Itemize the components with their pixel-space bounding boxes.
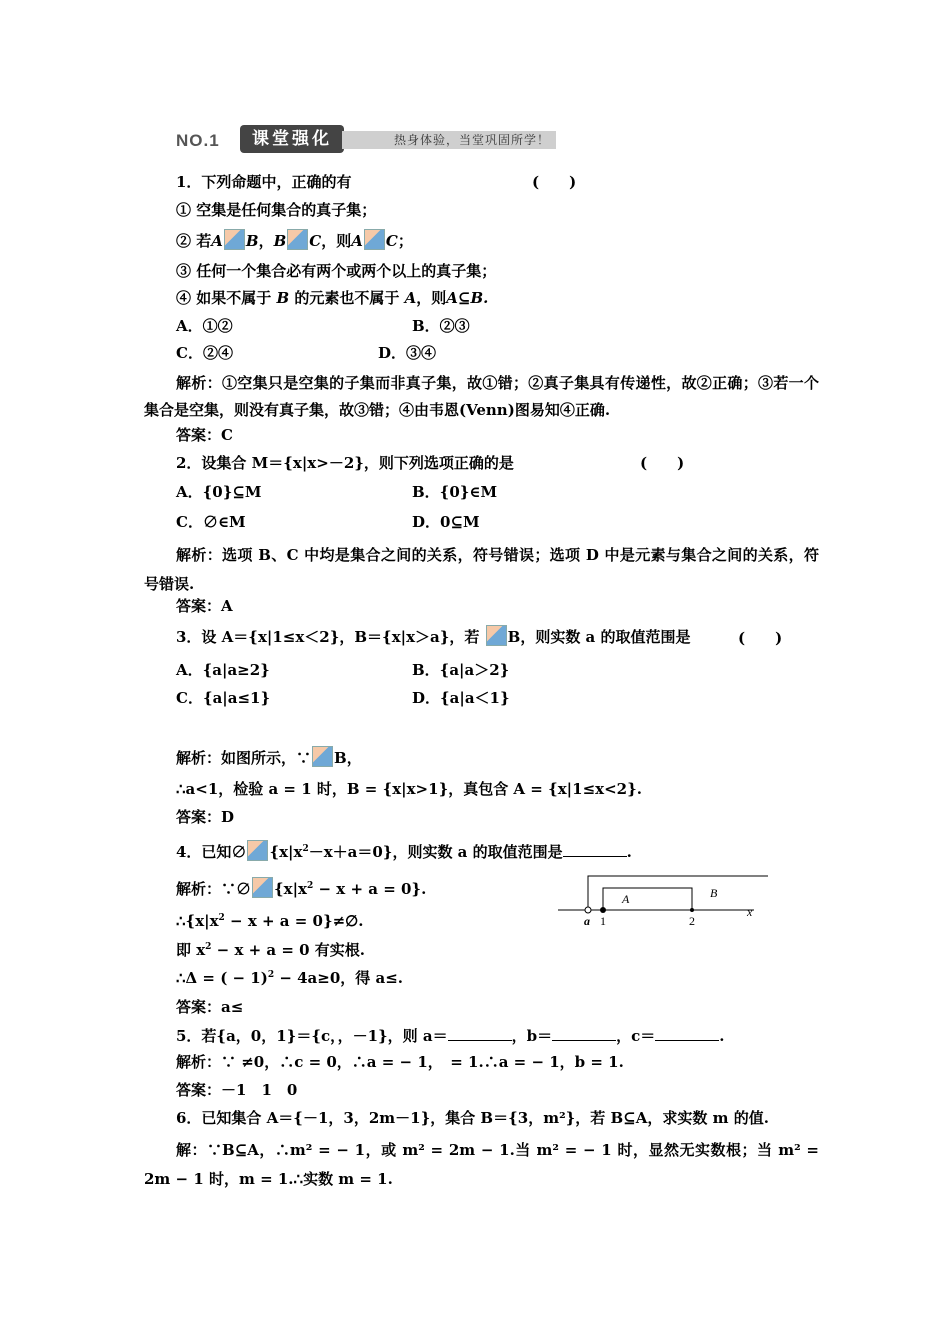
answer-blank-b[interactable] — [552, 1026, 616, 1041]
q2-stem: 2．设集合 M＝{x|x>－2}，则下列选项正确的是 — [176, 454, 514, 472]
q3-paren: ( ) — [738, 629, 783, 647]
label-a-set: A — [622, 892, 630, 906]
label-2: 2 — [689, 914, 695, 928]
q2-paren: ( ) — [640, 454, 685, 472]
point-1 — [600, 907, 606, 913]
q3-answer: 答案：D — [176, 808, 235, 826]
set-b-bracket — [588, 876, 768, 910]
q4-analysis-line-4: ∴Δ = ( − 1)$^2$ − 4a≥0，得 a≤. — [176, 969, 404, 987]
q1-statement-1: ① 空集是任何集合的真子集； — [176, 201, 377, 219]
q4-analysis: 解析：∵∅ $\{x|x^2 - x + a = 0\}$. — [176, 877, 426, 899]
q1-statement-2: ② 若A B，B C，则A C； — [176, 229, 413, 251]
q3-analysis: 解析：如图所示，∵ B， — [176, 746, 362, 768]
q1-stem: 1．下列命题中，正确的有 — [176, 173, 352, 191]
q2-answer: 答案：A — [176, 597, 233, 615]
q5-answer: 答案：－1 1 0 — [176, 1081, 298, 1099]
q1-statement-3: ③ 任何一个集合必有两个或两个以上的真子集； — [176, 262, 497, 280]
q3-option-c: C．{a|a≤1} — [176, 689, 271, 707]
q3-stem: 3．设 A＝{x|1≤x＜2}，B＝{x|x＞a}，若 B，则实数 a 的取值范围是 — [176, 625, 690, 647]
q1-option-b: B．②③ — [412, 317, 470, 335]
point-a — [585, 907, 591, 913]
q2-analysis: 解析：选项 B、C 中均是集合之间的关系，符号错误；选项 D 中是元素与集合之间的关系，符号错误. — [144, 546, 819, 593]
q1-option-d: D．③④ — [378, 344, 437, 362]
q1-analysis: 解析：①空集只是空集的子集而非真子集，故①错；②真子集具有传递性，故②正确；③若一个集合是空集，则没有真子集，故③错；④由韦恩(Venn)图易知④正确. — [144, 374, 819, 419]
section-subtitle: 热身体验，当堂巩固所学！ — [342, 131, 556, 149]
section-number: NO.1 — [176, 131, 220, 150]
number-line-figure — [558, 872, 768, 932]
q2-option-c: C．∅∈M — [176, 513, 246, 531]
q3-option-d: D．{a|a＜1} — [412, 689, 510, 707]
q5-stem: 5．若{a，0，1}＝{c，，－1}，则 a＝ ，b＝ ，c＝ . — [176, 1027, 725, 1045]
proper-subset-icon — [312, 746, 333, 767]
q4-stem: 4．已知∅ $\{x|x^2-x+a=0\}$，则实数 a 的取值范围是 . — [176, 840, 632, 862]
label-a: a — [584, 914, 590, 928]
label-x: x — [747, 905, 753, 919]
answer-blank-a[interactable] — [448, 1026, 512, 1041]
q6-stem: 6．已知集合 A＝{－1，3，2m－1}，集合 B＝{3，m²}，若 B⊆A，求实数 m 的值. — [176, 1109, 769, 1127]
q1-option-c: C．②④ — [176, 344, 233, 362]
q1-option-a: A．①② — [176, 317, 233, 335]
q5-analysis: 解析：∵ ≠0，∴c = 0，∴a = − 1， = 1.∴a = − 1，b = 1. — [176, 1053, 624, 1071]
q2-option-b: B．{0}∈M — [412, 483, 498, 501]
label-b-set: B — [710, 886, 718, 900]
q1-statement-4: ④ 如果不属于 B 的元素也不属于 A，则A⊆B. — [176, 289, 489, 307]
set-a-bracket — [603, 888, 692, 910]
q4-analysis-line-2: $\therefore\{x|x^2 - x + a$ = 0}≠∅. — [176, 912, 364, 930]
proper-subset-icon — [252, 877, 273, 898]
section-title: 课堂强化 — [240, 125, 344, 153]
q4-analysis-line-3: 即 $x^2 - x + a = 0$ 有实根. — [176, 941, 366, 959]
proper-subset-icon — [364, 229, 385, 250]
q3-option-b: B．{a|a＞2} — [412, 661, 510, 679]
section-header — [176, 125, 556, 153]
proper-subset-icon — [287, 229, 308, 250]
q4-answer: 答案：a≤ — [176, 998, 244, 1016]
q2-option-d: D．0⊆M — [412, 513, 480, 531]
answer-blank[interactable] — [563, 842, 627, 857]
q3-option-a: A．{a|a≥2} — [176, 661, 270, 679]
q6-solution: 解：∵B⊆A，∴m² = − 1，或 m² = 2m − 1.当 m² = − 1 时，显然无实数根；当 m² = 2m − 1 时，m = 1.∴实数 m = 1. — [144, 1141, 819, 1188]
point-2 — [690, 908, 694, 912]
proper-subset-icon — [224, 229, 245, 250]
answer-blank-c[interactable] — [655, 1026, 719, 1041]
proper-subset-icon — [247, 840, 268, 861]
proper-subset-icon — [486, 625, 507, 646]
q2-option-a: A．{0}⊆M — [176, 483, 262, 501]
label-1: 1 — [600, 914, 606, 928]
q1-paren: ( ) — [532, 173, 577, 191]
q1-answer: 答案：C — [176, 426, 233, 444]
q3-analysis-line-2: ∴a<1，检验 a = 1 时，B = {x|x>1}，真包含 A = {x|1≤x<2}. — [176, 780, 642, 798]
